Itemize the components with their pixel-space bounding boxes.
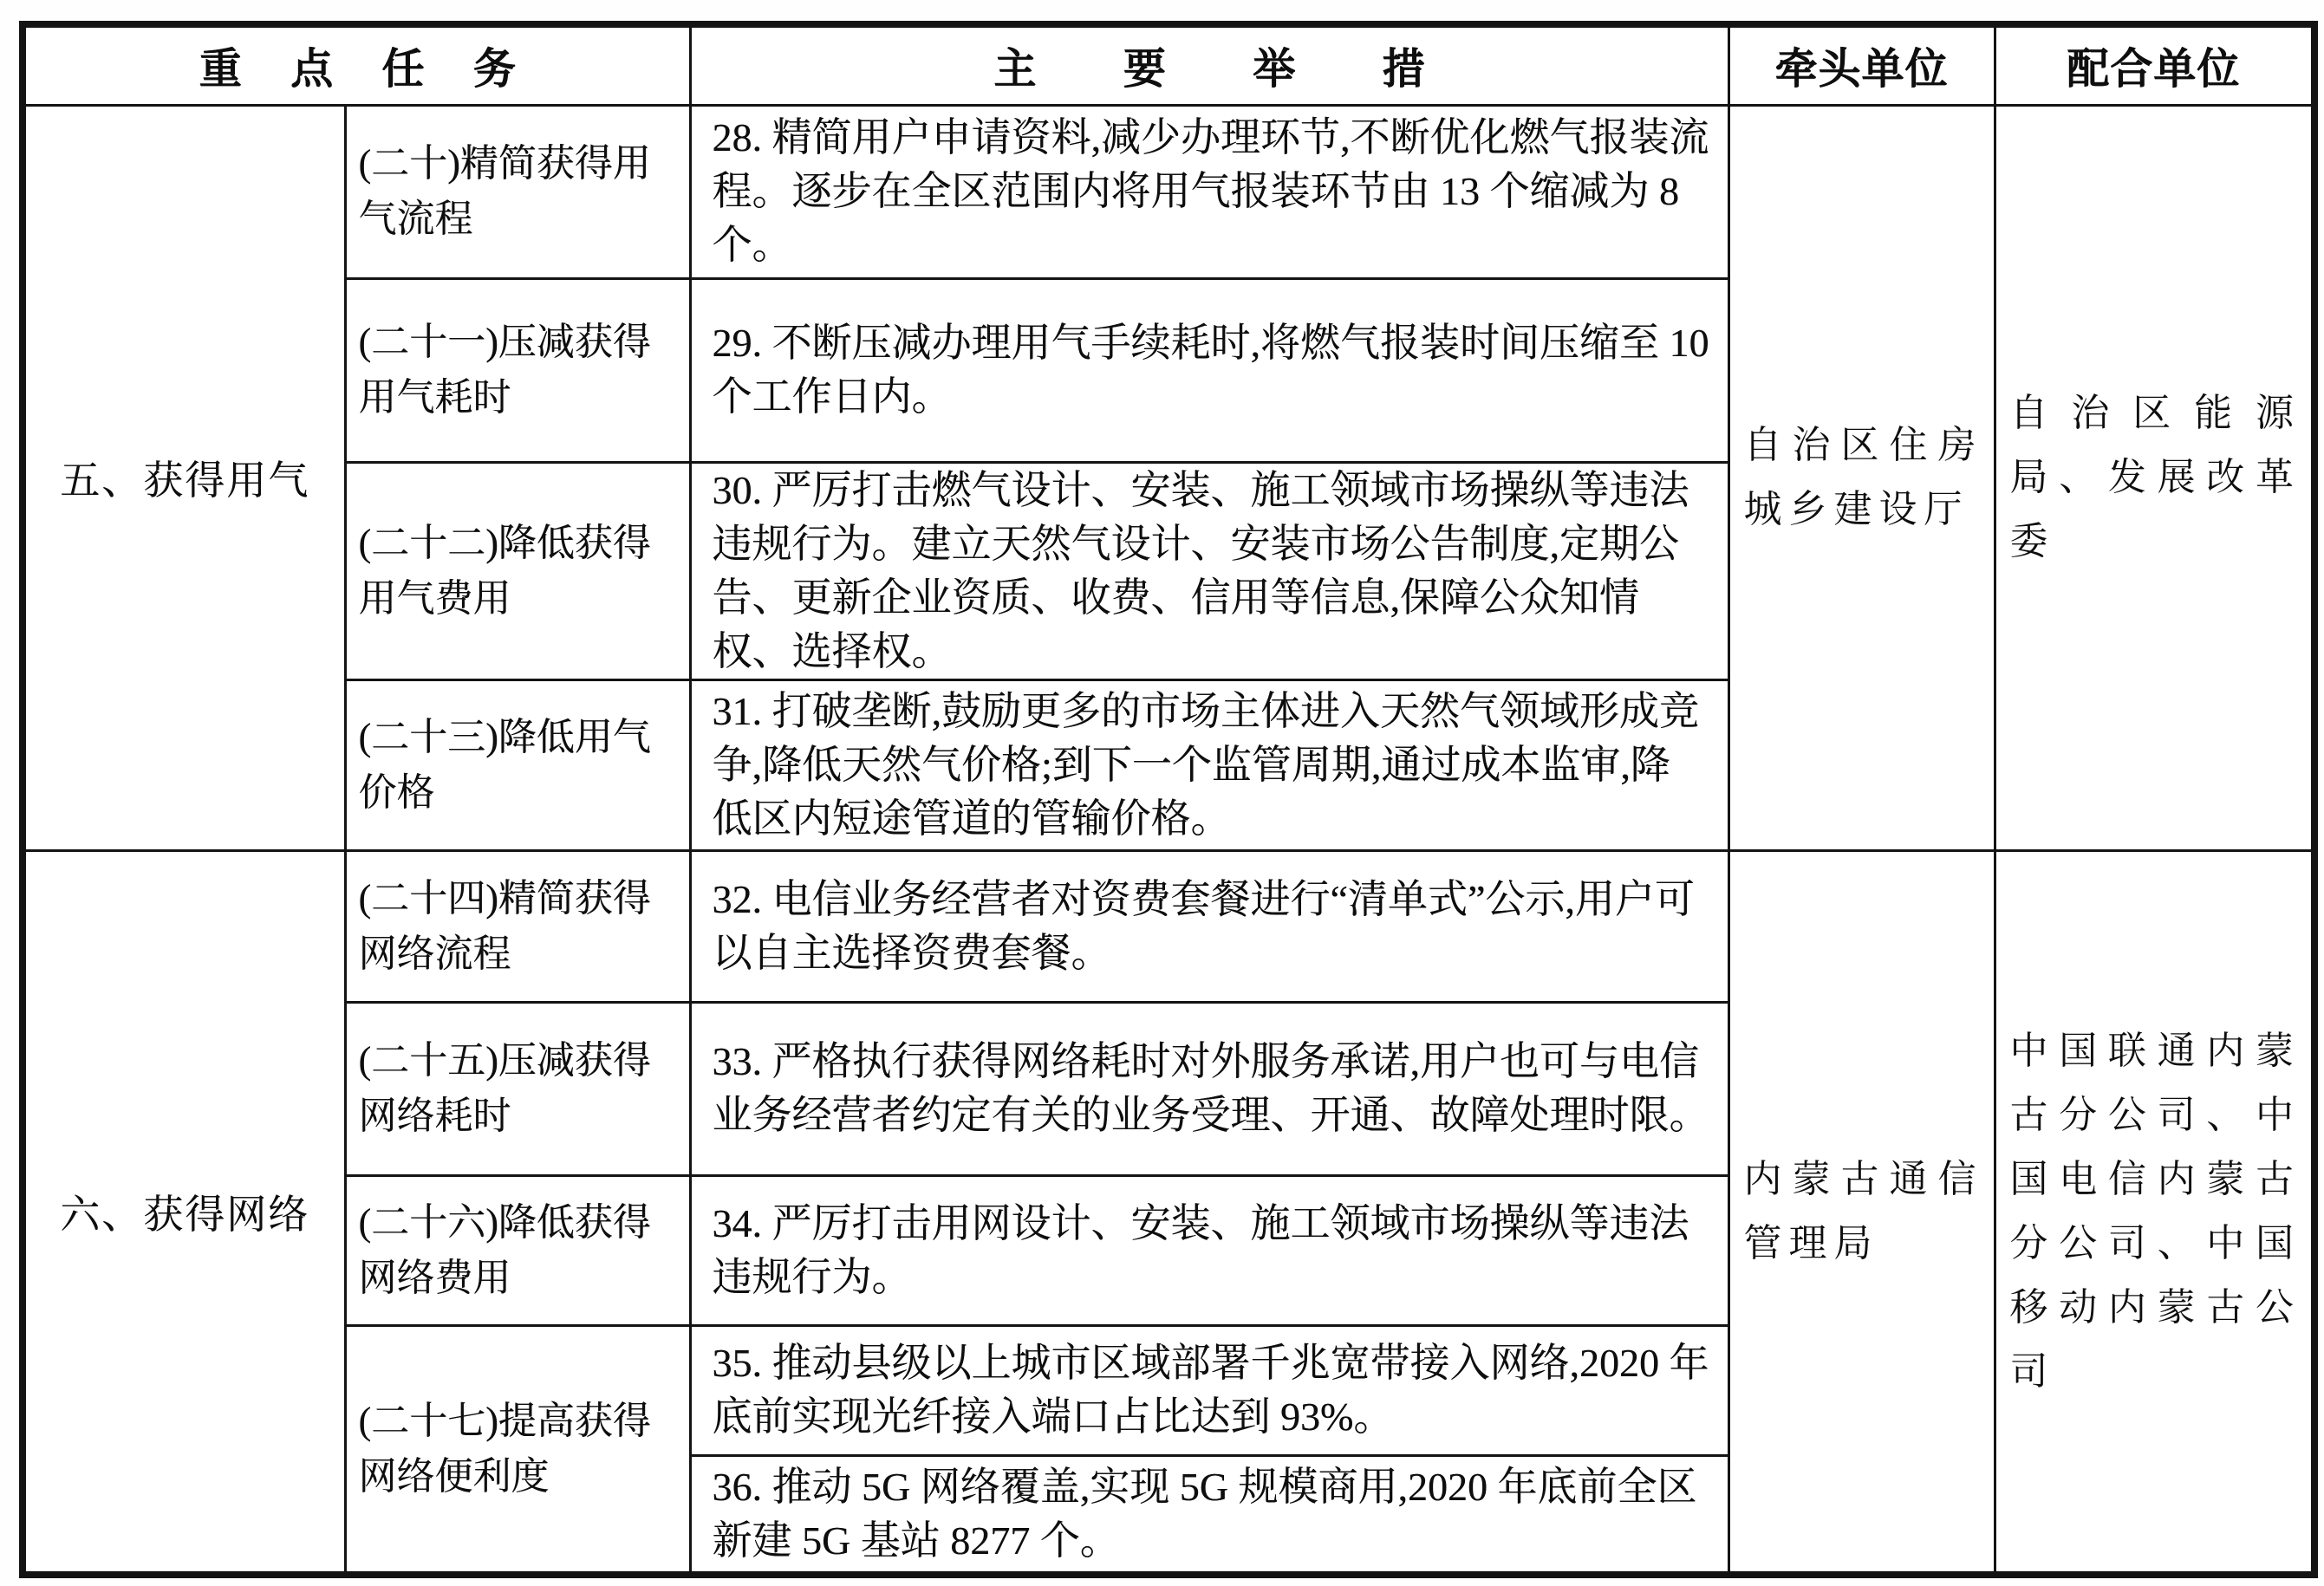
cell-item-26: (二十六)降低获得网络费用 [345, 1175, 690, 1325]
cell-measure-30: 30. 严厉打击燃气设计、安装、施工领域市场操纵等违法违规行为。建立天然气设计、安装市场公告制度,定期公告、更新企业资质、收费、信用等信息,保障公众知情权、选择权。 [690, 462, 1728, 679]
cell-item-20: (二十)精简获得用气流程 [345, 105, 690, 278]
cell-item-22: (二十二)降低获得用气费用 [345, 462, 690, 679]
cell-measure-33: 33. 严格执行获得网络耗时对外服务承诺,用户也可与电信业务经营者约定有关的业务受理、开通、故障处理时限。 [690, 1002, 1728, 1175]
header-key-tasks-label: 重点任务 [199, 44, 565, 93]
cell-measure-34: 34. 严厉打击用网设计、安装、施工领域市场操纵等违法违规行为。 [690, 1175, 1728, 1325]
cell-item-25: (二十五)压减获得网络耗时 [345, 1002, 690, 1175]
cell-item-21: (二十一)压减获得用气耗时 [345, 278, 690, 462]
table-row [23, 105, 2314, 278]
table-row [23, 850, 2314, 1002]
cell-item-23: (二十三)降低用气价格 [345, 679, 690, 850]
cell-support-unit-network: 中国联通内蒙古分公司、中国电信内蒙古分公司、中国移动内蒙古公司 [1995, 850, 2314, 1575]
cell-item-24: (二十四)精简获得网络流程 [345, 850, 690, 1002]
cell-measure-35: 35. 推动县级以上城市区域部署千兆宽带接入网络,2020 年底前实现光纤接入端口占比达到 93%。 [690, 1325, 1728, 1455]
cell-measure-29: 29. 不断压减办理用气手续耗时,将燃气报装时间压缩至 10 个工作日内。 [690, 278, 1728, 462]
cell-measure-36: 36. 推动 5G 网络覆盖,实现 5G 规模商用,2020 年底前全区新建 5G 基站 8277 个。 [690, 1455, 1728, 1575]
cell-measure-28: 28. 精简用户申请资料,减少办理环节,不断优化燃气报装流程。逐步在全区范围内将用气报装环节由 13 个缩减为 8 个。 [690, 105, 1728, 278]
table-header-row [23, 24, 2314, 105]
header-lead-unit-label: 牵头单位 [1774, 44, 1949, 93]
cell-measure-32: 32. 电信业务经营者对资费套餐进行“清单式”公示,用户可以自主选择资费套餐。 [690, 850, 1728, 1002]
cell-support-unit-gas: 自治区能源局、发展改革委 [1995, 105, 2314, 850]
cell-category-gas: 五、获得用气 [23, 105, 345, 850]
header-main-measures [690, 24, 1728, 105]
cell-item-27: (二十七)提高获得网络便利度 [345, 1325, 690, 1575]
header-lead-unit [1728, 24, 1995, 105]
cell-measure-31: 31. 打破垄断,鼓励更多的市场主体进入天然气领域形成竞争,降低天然气价格;到下一个监管周期,通过成本监审,降低区内短途管道的管输价格。 [690, 679, 1728, 850]
key-tasks-table [19, 21, 2318, 1578]
header-main-measures-label: 主要举措 [993, 44, 1513, 93]
cell-lead-unit-network: 内蒙古通信管理局 [1728, 850, 1995, 1575]
header-support-unit [1995, 24, 2314, 105]
cell-category-network: 六、获得网络 [23, 850, 345, 1575]
header-support-unit-label: 配合单位 [2067, 44, 2241, 93]
header-key-tasks [23, 24, 690, 105]
cell-lead-unit-gas: 自治区住房城乡建设厅 [1728, 105, 1995, 850]
